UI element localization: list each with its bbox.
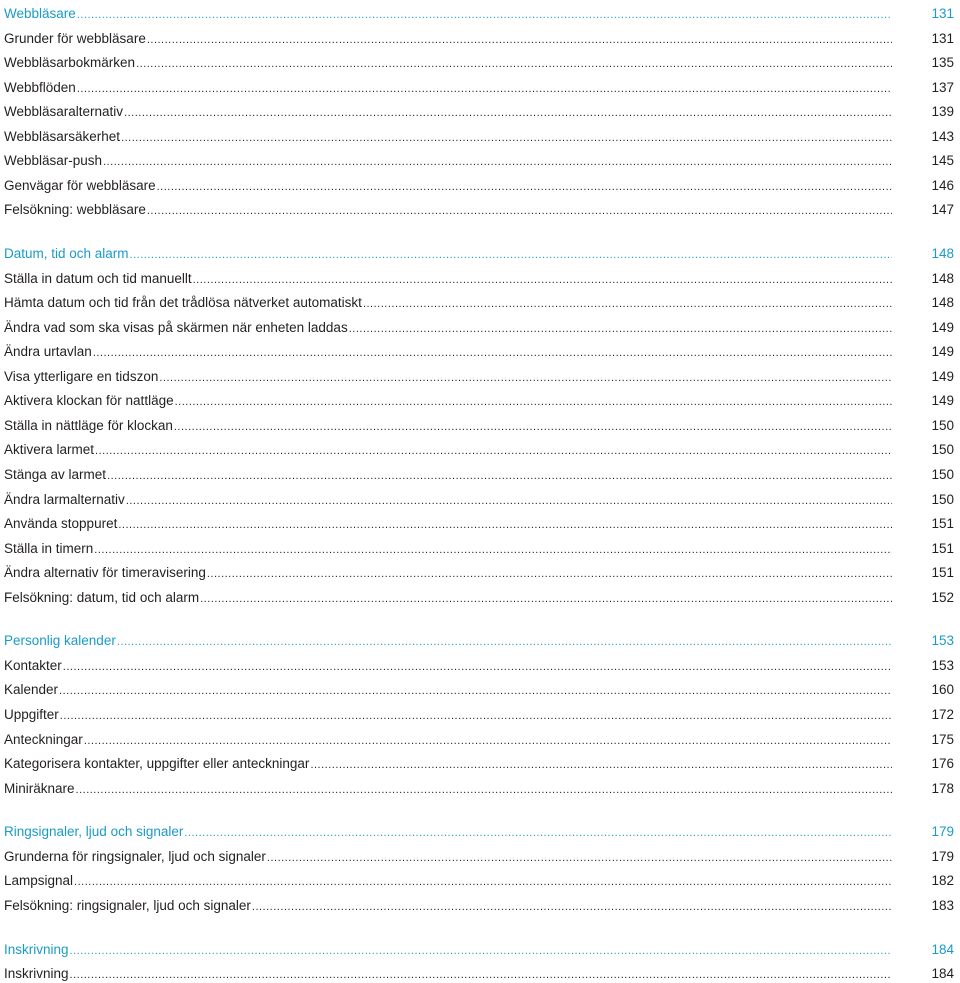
dot-leader bbox=[126, 492, 892, 508]
dot-leader bbox=[147, 202, 892, 218]
dot-leader bbox=[117, 633, 892, 649]
toc-entry-page-number: 149 bbox=[931, 393, 954, 408]
toc-entry-page-number: 160 bbox=[931, 682, 954, 697]
section-page-number: 179 bbox=[931, 824, 954, 839]
toc-entry-page-number: 149 bbox=[931, 320, 954, 335]
dot-leader bbox=[193, 271, 892, 287]
toc-entry-page-number: 149 bbox=[931, 344, 954, 359]
toc-entry-page-number: 172 bbox=[931, 707, 954, 722]
toc-entry-title: Genvägar för webbläsare bbox=[4, 178, 156, 193]
toc-entry-page-number: 151 bbox=[931, 541, 954, 556]
section-heading-title: Inskrivning bbox=[4, 942, 69, 957]
dot-leader bbox=[70, 942, 892, 958]
dot-leader bbox=[184, 824, 892, 840]
toc-entry-title: Anteckningar bbox=[4, 732, 83, 747]
toc-entry-page-number: 176 bbox=[931, 756, 954, 771]
dot-leader bbox=[77, 6, 892, 22]
section-page-number: 153 bbox=[931, 633, 954, 648]
toc-entry-title: Ändra larmalternativ bbox=[4, 492, 125, 507]
toc-entry-page-number: 149 bbox=[931, 369, 954, 384]
toc-entry-link[interactable] bbox=[4, 962, 954, 982]
dot-leader bbox=[103, 153, 892, 169]
toc-entry-link[interactable] bbox=[4, 463, 954, 483]
toc-entry-title: Ställa in timern bbox=[4, 541, 94, 556]
dot-leader bbox=[349, 320, 892, 336]
dot-leader bbox=[107, 467, 892, 483]
toc-entry-page-number: 150 bbox=[931, 418, 954, 433]
toc-entry-title: Webbläsar-push bbox=[4, 153, 103, 168]
dot-leader bbox=[136, 55, 892, 71]
section-heading-link[interactable] bbox=[4, 2, 954, 22]
dot-leader bbox=[93, 344, 892, 360]
toc-entry-link[interactable] bbox=[4, 438, 954, 458]
dot-leader bbox=[59, 682, 892, 698]
dot-leader bbox=[267, 849, 892, 865]
dot-leader bbox=[121, 129, 892, 145]
dot-leader bbox=[70, 966, 892, 982]
dot-leader bbox=[207, 565, 892, 581]
toc-entry-page-number: 152 bbox=[931, 590, 954, 605]
toc-entry-link[interactable] bbox=[4, 100, 954, 120]
toc-entry-page-number: 137 bbox=[931, 80, 954, 95]
toc-entry-title: Ändra vad som ska visas på skärmen när enheten laddas bbox=[4, 320, 348, 335]
toc-entry-title: Stänga av larmet bbox=[4, 467, 107, 482]
section-heading-link[interactable] bbox=[4, 242, 954, 262]
section-heading-title: Webbläsare bbox=[4, 6, 76, 21]
dot-leader bbox=[147, 31, 892, 47]
toc-entry-link[interactable] bbox=[4, 678, 954, 698]
toc-entry-title: Felsökning: ringsignaler, ljud och signaler bbox=[4, 898, 251, 913]
toc-entry-page-number: 151 bbox=[931, 565, 954, 580]
toc-entry-link[interactable] bbox=[4, 340, 954, 360]
dot-leader bbox=[310, 756, 892, 772]
dot-leader bbox=[157, 178, 892, 194]
toc-entry-link[interactable] bbox=[4, 51, 954, 71]
dot-leader bbox=[175, 393, 892, 409]
section-heading-link[interactable] bbox=[4, 820, 954, 840]
toc-entry-link[interactable] bbox=[4, 777, 954, 797]
toc-entry-page-number: 148 bbox=[931, 271, 954, 286]
toc-entry-link[interactable] bbox=[4, 728, 954, 748]
toc-entry-link[interactable] bbox=[4, 125, 954, 145]
dot-leader bbox=[118, 516, 892, 532]
toc-entry-link[interactable] bbox=[4, 414, 954, 434]
toc-entry-link[interactable] bbox=[4, 27, 954, 47]
toc-entry-link[interactable] bbox=[4, 174, 954, 194]
toc-entry-title: Aktivera klockan för nattläge bbox=[4, 393, 174, 408]
dot-leader bbox=[130, 246, 892, 262]
toc-entry-link[interactable] bbox=[4, 561, 954, 581]
toc-entry-page-number: 175 bbox=[931, 732, 954, 747]
toc-entry-link[interactable] bbox=[4, 316, 954, 336]
toc-entry-title: Visa ytterligare en tidszon bbox=[4, 369, 159, 384]
toc-entry-title: Ställa in datum och tid manuellt bbox=[4, 271, 192, 286]
toc-entry-link[interactable] bbox=[4, 654, 954, 674]
toc-entry-link[interactable] bbox=[4, 198, 954, 218]
toc-entry-title: Felsökning: datum, tid och alarm bbox=[4, 590, 200, 605]
toc-entry-title: Ställa in nättläge för klockan bbox=[4, 418, 173, 433]
toc-entry-link[interactable] bbox=[4, 752, 954, 772]
toc-entry-page-number: 182 bbox=[931, 873, 954, 888]
section-page-number: 131 bbox=[931, 6, 954, 21]
toc-entry-link[interactable] bbox=[4, 267, 954, 287]
toc-entry-title: Lampsignal bbox=[4, 873, 74, 888]
toc-entry-link[interactable] bbox=[4, 291, 954, 311]
toc-entry-title: Kalender bbox=[4, 682, 59, 697]
toc-entry-page-number: 183 bbox=[931, 898, 954, 913]
toc-entry-page-number: 153 bbox=[931, 658, 954, 673]
toc-entry-title: Webbflöden bbox=[4, 80, 76, 95]
dot-leader bbox=[94, 541, 892, 557]
dot-leader bbox=[95, 442, 892, 458]
toc-entry-page-number: 178 bbox=[931, 781, 954, 796]
dot-leader bbox=[124, 104, 892, 120]
section-heading-link[interactable] bbox=[4, 629, 954, 649]
section-heading-link[interactable] bbox=[4, 938, 954, 958]
toc-entry-link[interactable] bbox=[4, 703, 954, 723]
dot-leader bbox=[74, 873, 892, 889]
toc-entry-link[interactable] bbox=[4, 894, 954, 914]
toc-entry-page-number: 147 bbox=[931, 202, 954, 217]
toc-entry-title: Aktivera larmet bbox=[4, 442, 95, 457]
dot-leader bbox=[76, 781, 892, 797]
dot-leader bbox=[60, 707, 892, 723]
section-heading-title: Ringsignaler, ljud och signaler bbox=[4, 824, 184, 839]
dot-leader bbox=[159, 369, 892, 385]
toc-entry-title: Kategorisera kontakter, uppgifter eller anteckningar bbox=[4, 756, 310, 771]
toc-entry-title: Ändra alternativ för timeravisering bbox=[4, 565, 206, 580]
toc-entry-page-number: 139 bbox=[931, 104, 954, 119]
toc-entry-page-number: 135 bbox=[931, 55, 954, 70]
toc-entry-page-number: 143 bbox=[931, 129, 954, 144]
toc-entry-title: Webbläsaralternativ bbox=[4, 104, 124, 119]
section-heading-title: Datum, tid och alarm bbox=[4, 246, 129, 261]
toc-entry-link[interactable] bbox=[4, 389, 954, 409]
toc-entry-link[interactable] bbox=[4, 365, 954, 385]
toc-entry-page-number: 131 bbox=[931, 31, 954, 46]
toc-entry-page-number: 146 bbox=[931, 178, 954, 193]
toc-entry-page-number: 150 bbox=[931, 492, 954, 507]
dot-leader bbox=[77, 80, 892, 96]
toc-entry-link[interactable] bbox=[4, 76, 954, 96]
toc-entry-link[interactable] bbox=[4, 488, 954, 508]
toc-entry-page-number: 145 bbox=[931, 153, 954, 168]
dot-leader bbox=[63, 658, 892, 674]
toc-entry-title: Hämta datum och tid från det trådlösa nätverket automatiskt bbox=[4, 295, 362, 310]
dot-leader bbox=[84, 732, 892, 748]
toc-entry-link[interactable] bbox=[4, 869, 954, 889]
toc-entry-link[interactable] bbox=[4, 512, 954, 532]
section-page-number: 184 bbox=[931, 942, 954, 957]
toc-entry-title: Grunderna för ringsignaler, ljud och signaler bbox=[4, 849, 266, 864]
toc-entry-link[interactable] bbox=[4, 586, 954, 606]
toc-entry-link[interactable] bbox=[4, 845, 954, 865]
toc-entry-title: Felsökning: webbläsare bbox=[4, 202, 146, 217]
toc-entry-title: Inskrivning bbox=[4, 966, 69, 981]
section-page-number: 148 bbox=[931, 246, 954, 261]
dot-leader bbox=[363, 295, 892, 311]
toc-entry-title: Kontakter bbox=[4, 658, 62, 673]
section-heading-title: Personlig kalender bbox=[4, 633, 116, 648]
toc-entry-page-number: 151 bbox=[931, 516, 954, 531]
dot-leader bbox=[174, 418, 892, 434]
dot-leader bbox=[252, 898, 892, 914]
toc-entry-title: Webbläsarbokmärken bbox=[4, 55, 136, 70]
toc-entry-title: Ändra urtavlan bbox=[4, 344, 92, 359]
toc-entry-page-number: 184 bbox=[931, 966, 954, 981]
toc-entry-title: Miniräknare bbox=[4, 781, 75, 796]
toc-entry-title: Webbläsarsäkerhet bbox=[4, 129, 121, 144]
dot-leader bbox=[200, 590, 892, 606]
toc-entry-page-number: 150 bbox=[931, 442, 954, 457]
toc-entry-page-number: 148 bbox=[931, 295, 954, 310]
toc-entry-title: Använda stoppuret bbox=[4, 516, 118, 531]
toc-entry-page-number: 179 bbox=[931, 849, 954, 864]
toc-entry-page-number: 150 bbox=[931, 467, 954, 482]
toc-entry-link[interactable] bbox=[4, 537, 954, 557]
toc-entry-title: Grunder för webbläsare bbox=[4, 31, 146, 46]
toc-entry-link[interactable] bbox=[4, 149, 954, 169]
toc-entry-title: Uppgifter bbox=[4, 707, 59, 722]
